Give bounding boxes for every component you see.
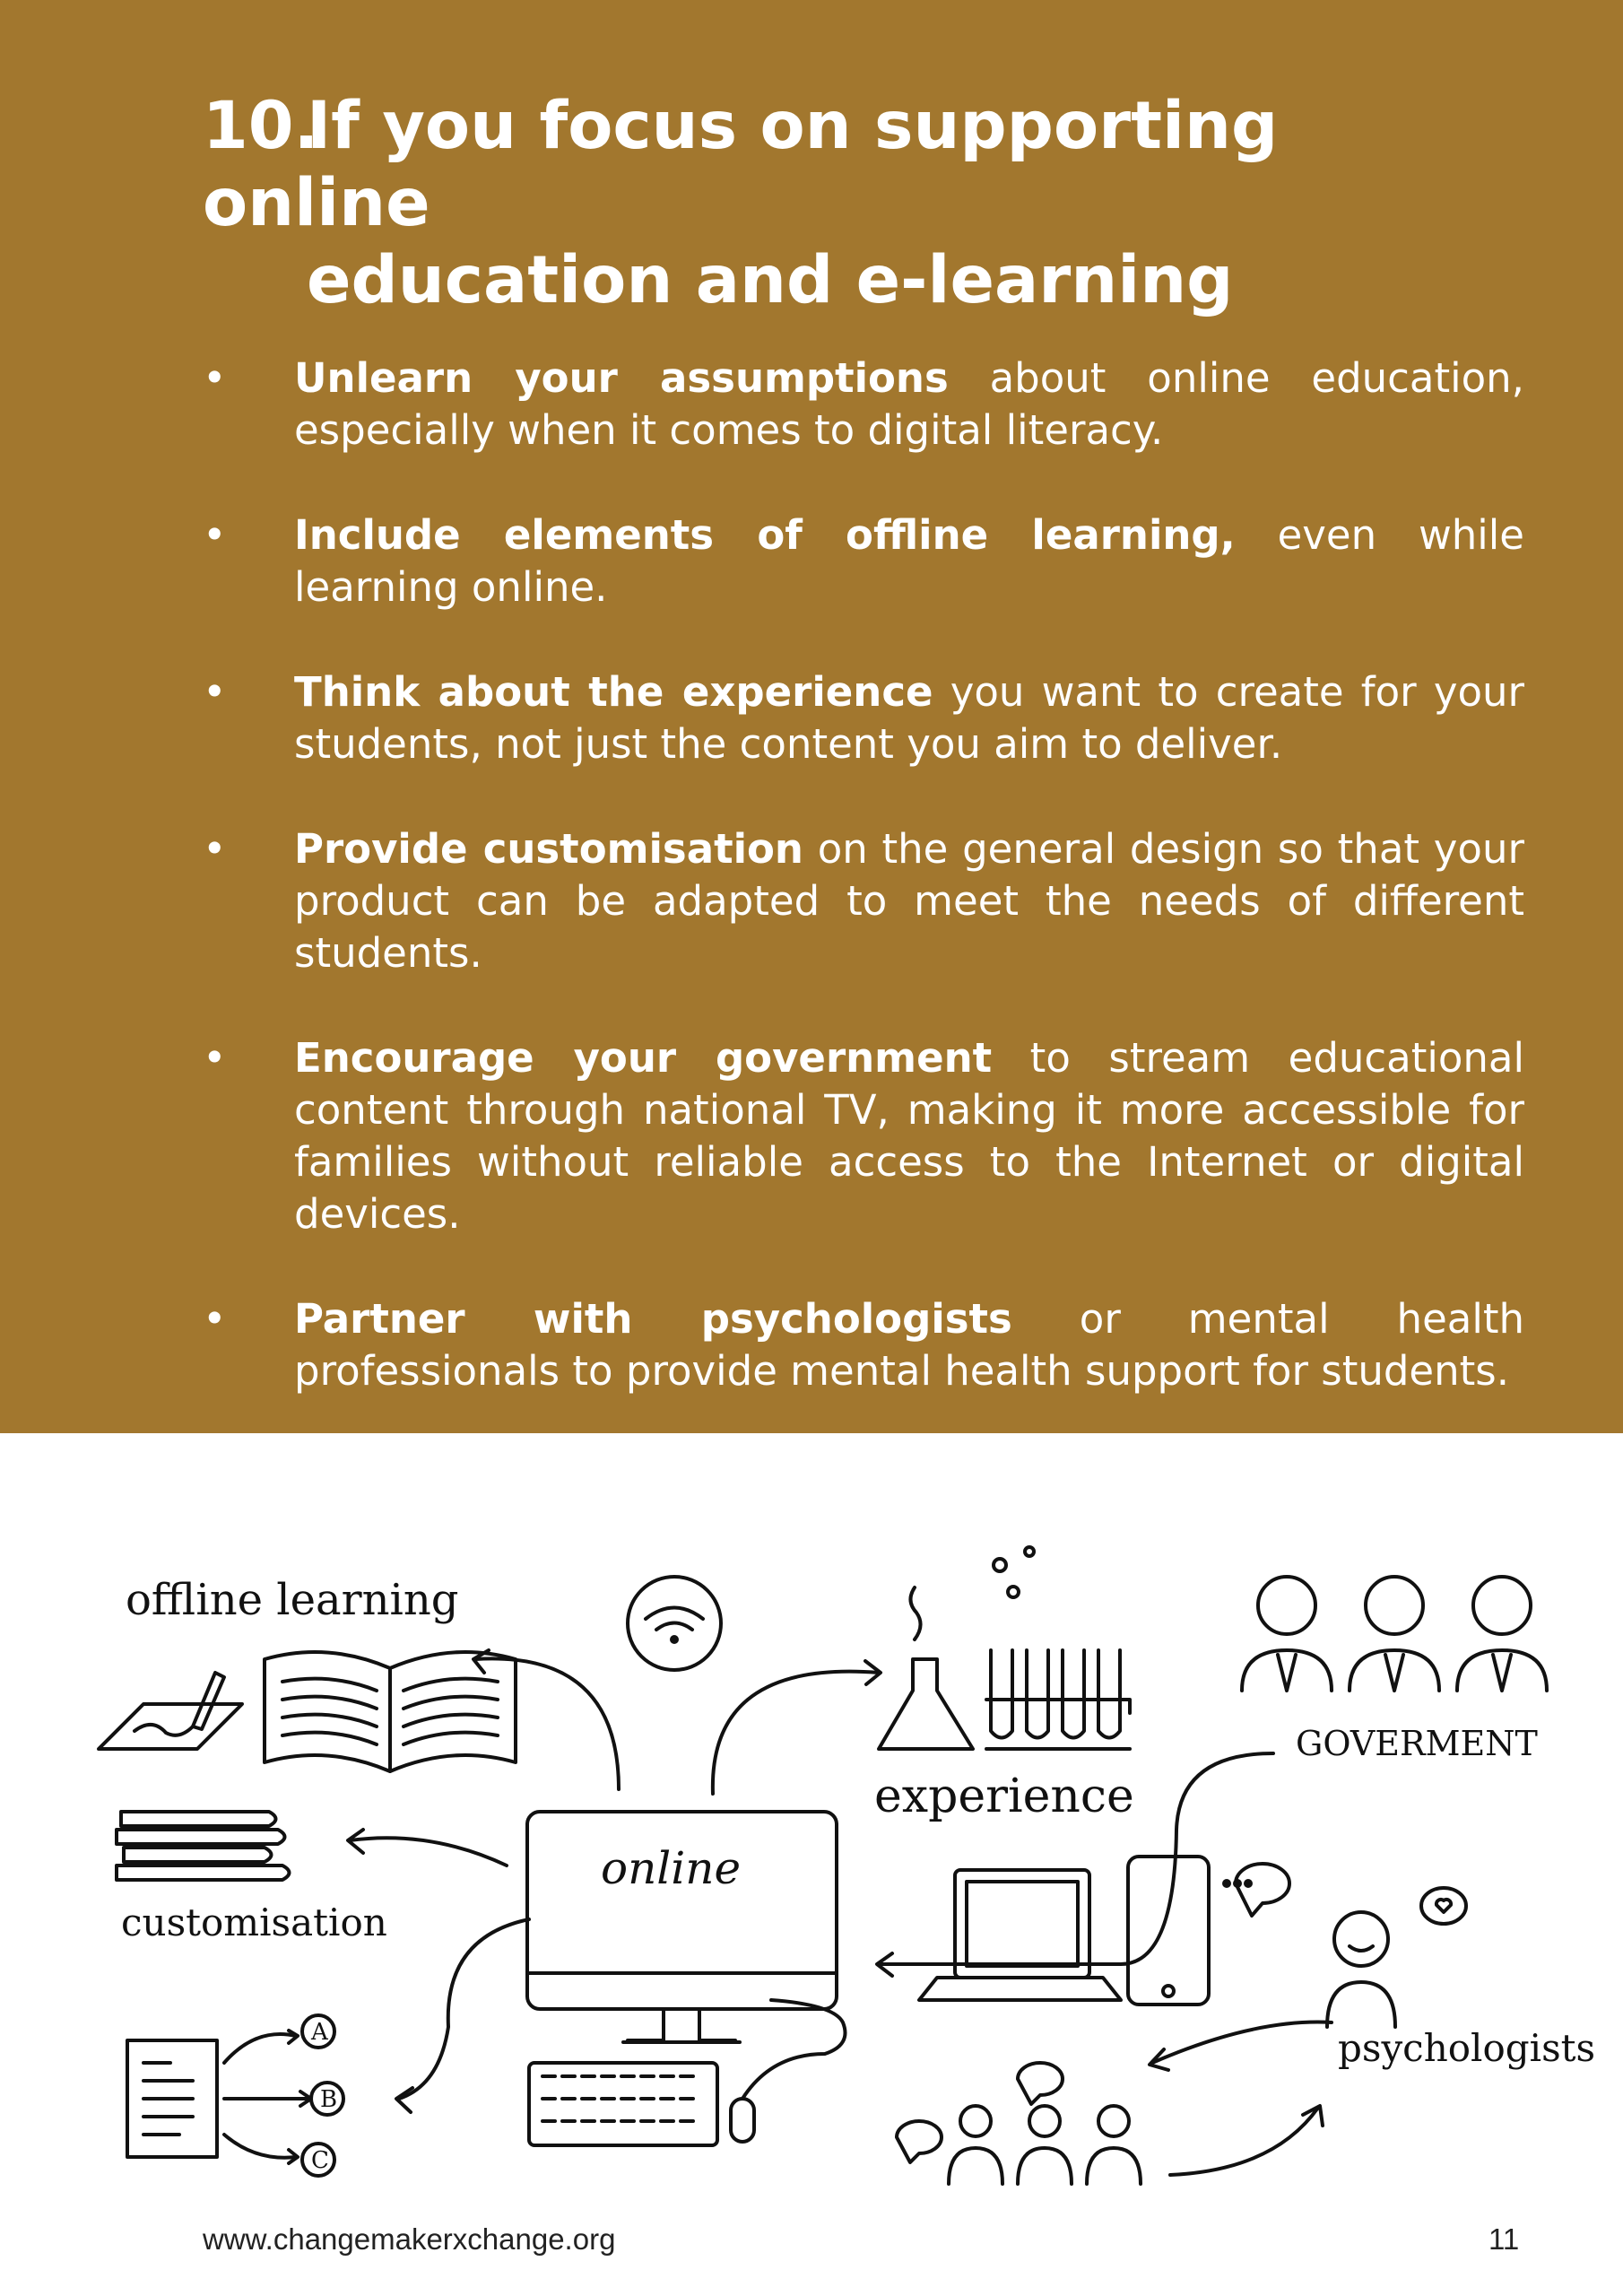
list-item: • Think about the experience you want to create for your students, not just the content you aim to deliver. bbox=[203, 668, 1525, 768]
list-item: • Encourage your government to stream educational content through national TV, making it more accessible for families without reliable access to the Internet or digital devices. bbox=[203, 1034, 1524, 1238]
bullet-text: on the general design so that your product can be adapted to meet the needs of different students. bbox=[294, 825, 1524, 977]
psychologist-icon bbox=[1224, 1864, 1466, 2027]
bullet-text: or mental health professionals to provide mental health support for students. bbox=[294, 1295, 1524, 1395]
keyboard-icon bbox=[529, 2063, 717, 2145]
bullet-text: about online education, especially when it comes to digital literacy. bbox=[294, 354, 1524, 454]
bullet-bold-text: Think about the experience bbox=[294, 668, 933, 716]
government-officials-icon bbox=[1242, 1577, 1547, 1691]
open-book-icon bbox=[265, 1652, 516, 1771]
bullet-bold-text: Partner with psychologists bbox=[294, 1295, 1012, 1343]
list-item: • Include elements of offline learning, even while learning online. bbox=[203, 511, 1524, 611]
bullet-text: even while learning online. bbox=[294, 511, 1524, 611]
paper-and-pen-icon bbox=[99, 1673, 242, 1749]
bullet-text: you want to create for your students, not just the content you aim to deliver. bbox=[294, 668, 1525, 768]
list-item: • Provide customisation on the general design so that your product can be adapted to meet the needs of different students. bbox=[203, 825, 1524, 977]
label-psychologists: psychologists bbox=[1338, 2026, 1596, 2070]
document-options-icon bbox=[127, 2015, 343, 2176]
label-offline-learning: offline learning bbox=[126, 1575, 459, 1625]
label-online: online bbox=[601, 1842, 742, 1894]
wifi-icon bbox=[628, 1577, 721, 1670]
label-government: GOVERMENT bbox=[1296, 1724, 1538, 1763]
smartphone-icon bbox=[1128, 1857, 1209, 2005]
mouse-icon bbox=[731, 2000, 846, 2142]
label-experience: experience bbox=[874, 1770, 1134, 1823]
title-line-1: If you focus on supporting online bbox=[203, 88, 1279, 241]
page-title bbox=[203, 88, 1458, 319]
footer-url: www.changemakerxchange.org bbox=[203, 2222, 616, 2256]
bullet-bold-text: Encourage your government bbox=[294, 1034, 993, 1082]
option-c: C bbox=[311, 2147, 329, 2174]
section-number: 10. bbox=[203, 88, 319, 164]
option-a: A bbox=[311, 2019, 328, 2046]
connector-arrows bbox=[348, 1650, 1332, 2175]
recommendation-list bbox=[203, 352, 1524, 1450]
list-item: • Unlearn your assumptions about online education, especially when it comes to digital literacy. bbox=[203, 354, 1524, 454]
stack-of-books-icon bbox=[117, 1812, 290, 1880]
e-learning-illustration bbox=[90, 1525, 1596, 2206]
bullet-bold-text: Unlearn your assumptions bbox=[294, 354, 949, 402]
laptop-icon bbox=[919, 1870, 1121, 2000]
option-b: B bbox=[320, 2086, 338, 2113]
title-line-2: education and e-learning bbox=[307, 242, 1234, 318]
lab-experiment-icon bbox=[879, 1547, 1130, 1749]
label-customisation: customisation bbox=[121, 1900, 387, 1944]
bullet-text: to stream educational content through national TV, making it more accessible for families without reliable access to the Internet or digital devices. bbox=[294, 1034, 1524, 1238]
students-group-icon bbox=[897, 2063, 1141, 2184]
bullet-bold-text: Include elements of offline learning, bbox=[294, 511, 1236, 559]
list-item: • Partner with psychologists or mental health professionals to provide mental health support for students. bbox=[203, 1295, 1524, 1395]
bullet-bold-text: Provide customisation bbox=[294, 825, 803, 873]
page-number: 11 bbox=[1488, 2222, 1520, 2256]
